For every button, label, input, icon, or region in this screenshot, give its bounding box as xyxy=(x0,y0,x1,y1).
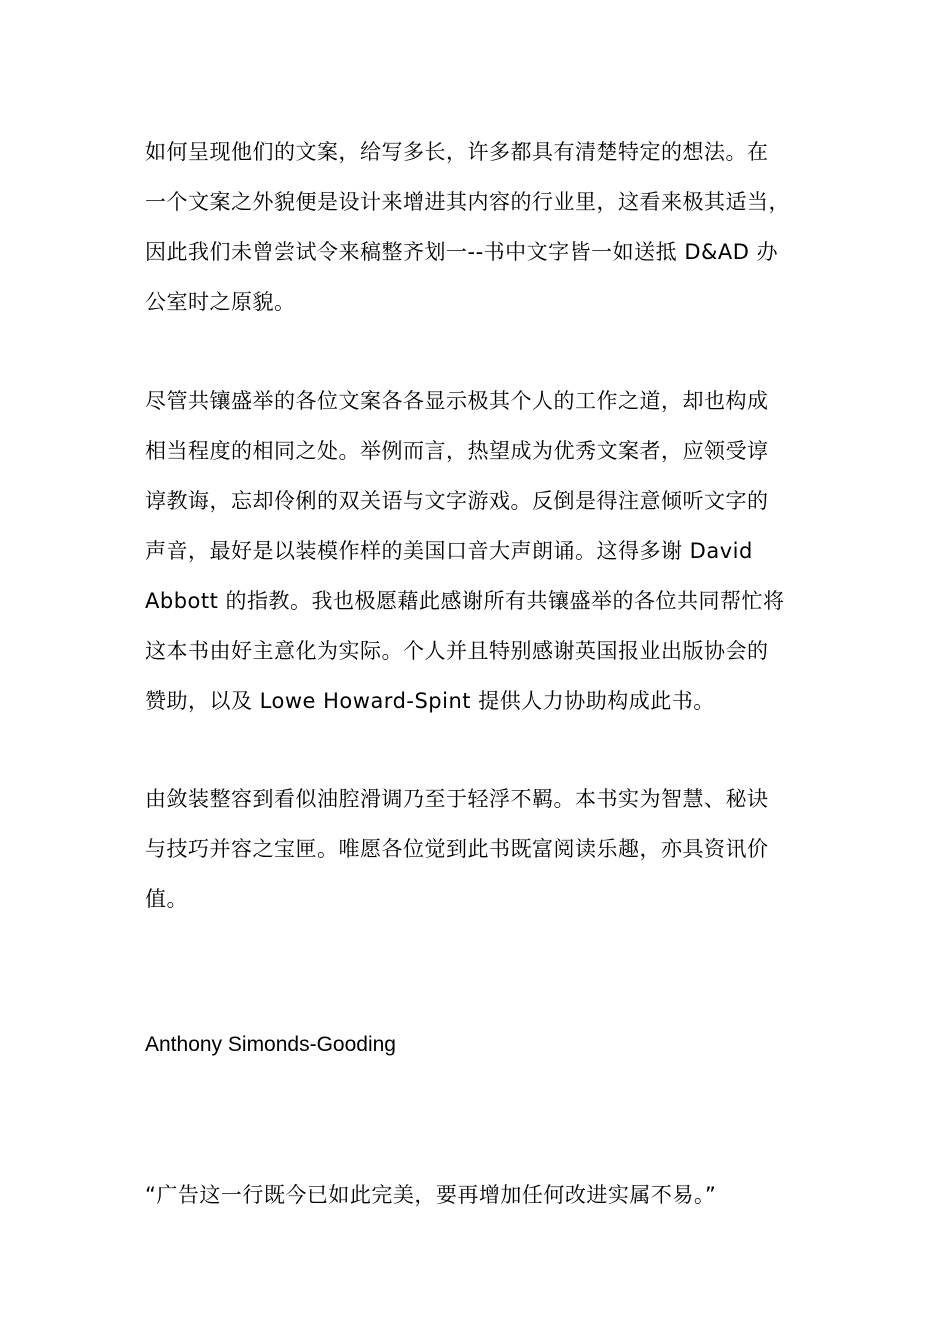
text-line: 值。 xyxy=(145,887,188,911)
text-line: 由敛装整容到看似油腔滑调乃至于轻浮不羁。本书实为智慧、秘诀 xyxy=(145,787,769,811)
text-line: 谆教诲，忘却伶俐的双关语与文字游戏。反倒是得注意倾听文字的 xyxy=(145,489,769,513)
text-line: 尽管共镶盛举的各位文案各各显示极其个人的工作之道，却也构成 xyxy=(145,389,769,413)
author-signature: Anthony Simonds-Gooding xyxy=(145,1033,396,1056)
text-line: 如何呈现他们的文案，给写多长，许多都具有清楚特定的想法。在 xyxy=(145,140,769,164)
text-line: 公室时之原貌。 xyxy=(145,290,296,314)
text-line: 相当程度的相同之处。举例而言，热望成为优秀文案者，应领受谆 xyxy=(145,439,769,463)
paragraph-2 xyxy=(145,376,825,726)
paragraph-1 xyxy=(145,127,825,327)
paragraph-3 xyxy=(145,774,825,924)
text-line: Abbott 的指教。我也极愿藉此感谢所有共镶盛举的各位共同帮忙将 xyxy=(145,589,785,613)
text-line: 因此我们未曾尝试令来稿整齐划一--书中文字皆一如送抵 D&AD 办 xyxy=(145,240,779,264)
text-line: 这本书由好主意化为实际。个人并且特别感谢英国报业出版协会的 xyxy=(145,639,769,663)
text-line: 声音，最好是以装模作样的美国口音大声朗诵。这得多谢 David xyxy=(145,539,753,563)
text-line: 赞助，以及 Lowe Howard-Spint 提供人力协助构成此书。 xyxy=(145,689,715,713)
text-line: 一个文案之外貌便是设计来增进其内容的行业里，这看来极其适当， xyxy=(145,190,790,214)
text-line: 与技巧并容之宝匣。唯愿各位觉到此书既富阅读乐趣，亦具资讯价 xyxy=(145,837,769,861)
pull-quote: “广告这一行既今已如此完美，要再增加任何改进实属不易。” xyxy=(145,1183,717,1207)
